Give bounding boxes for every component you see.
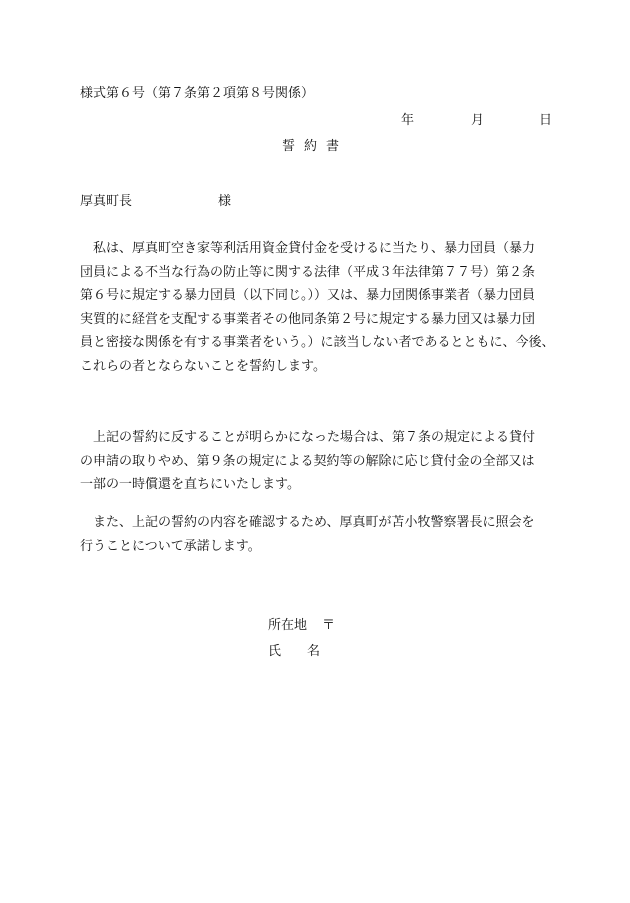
paragraph-line: 行うことについて承諾します。	[80, 538, 261, 554]
title-char: 誓	[282, 139, 296, 154]
paragraph-line: また、上記の誓約の内容を確認するため、厚真町が苫小牧警察署長に照会を	[80, 515, 535, 530]
title-char: 書	[326, 139, 340, 154]
consent-paragraph	[80, 511, 552, 558]
addressee-honorific: 様	[218, 194, 232, 209]
paragraph-line: 第６号に規定する暴力団員（以下同じ。））又は、暴力団関係事業者（暴力団員	[80, 288, 536, 303]
paragraph-line: 上記の誓約に反することが明らかになった場合は、第７条の規定による貸付	[80, 430, 536, 445]
paragraph-line: 団員による不当な行為の防止等に関する法律（平成３年法律第７７号）第２条	[80, 264, 536, 280]
form-number: 様式第６号（第７条第２項第８号関係）	[80, 86, 315, 101]
paragraph-line: 私は、厚真町空き家等利活用資金貸付金を受けるに当たり、暴力団員（暴力	[80, 241, 536, 256]
paragraph-line: 実質的に経営を支配する事業者その他同条第２号に規定する暴力団又は暴力団	[80, 311, 536, 327]
addressee-recipient: 厚真町長	[80, 194, 133, 209]
pledge-paragraph	[80, 237, 555, 378]
address-label: 所在地	[268, 618, 308, 633]
paragraph-line: 一部の一時償還を直ちにいたします。	[80, 477, 300, 492]
date-month-label: 月	[471, 113, 485, 128]
name-label-char: 氏	[268, 644, 282, 659]
name-label	[268, 640, 320, 659]
name-label-char: 名	[307, 644, 321, 659]
paragraph-line: これらの者とならないことを誓約します。	[80, 358, 326, 374]
violation-paragraph	[80, 426, 552, 497]
document-title	[282, 135, 339, 154]
date-day-label: 日	[539, 113, 553, 128]
paragraph-line: 員と密接な関係を有する事業者をいう。）に該当しない者であるとともに、今後、	[80, 335, 555, 350]
date-year-label: 年	[401, 113, 415, 128]
postal-mark: 〒	[322, 618, 336, 633]
paragraph-line: の申請の取りやめ、第９条の規定による契約等の解除に応じ貸付金の全部又は	[80, 453, 535, 469]
title-char: 約	[304, 139, 318, 154]
